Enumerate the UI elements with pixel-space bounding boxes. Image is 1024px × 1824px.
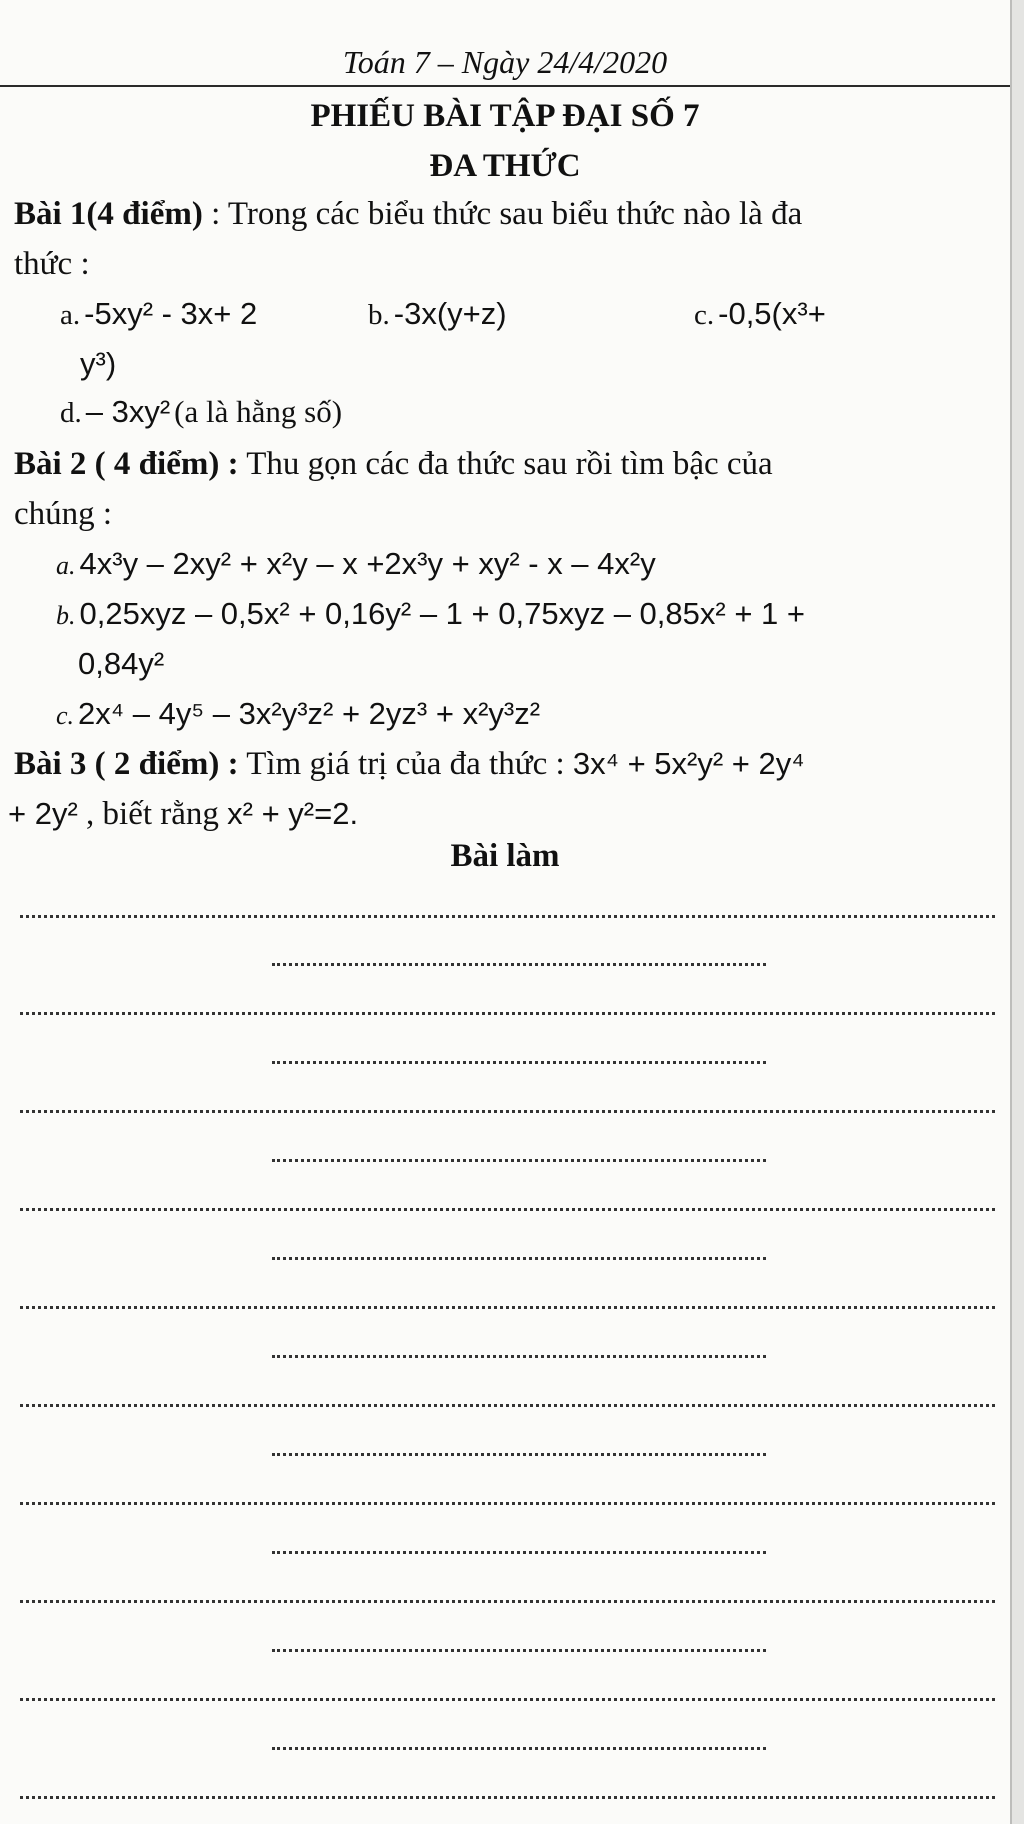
bai1-heading: Bài 1(4 điểm) xyxy=(14,196,203,232)
answer-line[interactable] xyxy=(272,1257,766,1260)
answer-line[interactable] xyxy=(20,1502,995,1505)
answer-line[interactable] xyxy=(20,1208,995,1211)
bai2-a-expr: 4x³y – 2xy² + x²y – x +2x³y + xy² - x – 4x²y xyxy=(79,546,656,581)
bai2-text: Thu gọn các đa thức sau rồi tìm bậc của xyxy=(238,446,773,482)
answer-line[interactable] xyxy=(20,1404,995,1407)
bai1-option-d xyxy=(60,394,342,430)
page-edge xyxy=(1010,0,1024,1824)
bai2-option-b xyxy=(56,596,805,632)
bai1-b-expr: -3x(y+z) xyxy=(393,296,507,331)
answer-line[interactable] xyxy=(20,1012,995,1015)
bai1-text-cont: thức : xyxy=(14,246,90,282)
answer-line[interactable] xyxy=(272,1551,766,1554)
worksheet-title: PHIẾU BÀI TẬP ĐẠI SỐ 7 xyxy=(310,98,700,134)
bai1-c-expr: -0,5(x³+ xyxy=(718,296,826,331)
bai1-a-label: a. xyxy=(60,299,81,331)
header-divider xyxy=(0,85,1010,87)
bai1-option-a xyxy=(60,296,257,332)
bai2-b-label: b. xyxy=(56,601,76,630)
answer-line[interactable] xyxy=(20,1698,995,1701)
answer-line[interactable] xyxy=(272,1159,766,1162)
bai2-c-expr: 2x⁴ – 4y⁵ – 3x²y³z² + 2yz³ + x²y³z² xyxy=(78,696,541,731)
bai3-expr: 3x⁴ + 5x²y² + 2y⁴ xyxy=(572,746,805,781)
bai3-text: Tìm giá trị của đa thức : xyxy=(238,746,573,782)
bai1-c-expr-cont: y³) xyxy=(80,346,117,381)
bai2-option-a xyxy=(56,546,656,582)
bai3-cont-text: , biết rằng xyxy=(77,796,228,832)
bai1-b-label: b. xyxy=(368,299,390,331)
bai1-question xyxy=(14,196,802,233)
bai3-cont-expr: + 2y² xyxy=(8,796,78,831)
worksheet-subtitle: ĐA THỨC xyxy=(429,148,581,184)
bai1-a-expr: -5xy² - 3x+ 2 xyxy=(84,296,258,331)
bai1-c-label: c. xyxy=(694,299,715,331)
page-header: Toán 7 – Ngày 24/4/2020 xyxy=(342,44,668,80)
bai2-b-expr-cont: 0,84y² xyxy=(78,646,165,681)
bai3-question xyxy=(14,746,805,783)
answer-line[interactable] xyxy=(20,1600,995,1603)
bai1-d-note: (a là hằng số) xyxy=(174,394,343,429)
answer-line[interactable] xyxy=(272,963,766,966)
bai2-a-label: a. xyxy=(56,551,76,580)
bai2-question xyxy=(14,446,773,483)
answer-line[interactable] xyxy=(272,1355,766,1358)
bai1-d-expr: – 3xy² xyxy=(85,394,171,429)
answer-heading: Bài làm xyxy=(450,838,560,874)
bai3-heading: Bài 3 ( 2 điểm) : xyxy=(14,746,239,782)
answer-line[interactable] xyxy=(272,1061,766,1064)
bai1-text: : Trong các biểu thức sau biểu thức nào là đa xyxy=(202,196,803,232)
bai2-b-expr: 0,25xyz – 0,5x² + 0,16y² – 1 + 0,75xyz – 0,85x² + 1 + xyxy=(79,596,805,631)
bai2-text-cont: chúng : xyxy=(14,496,113,532)
bai1-option-c xyxy=(694,296,826,332)
bai2-option-c xyxy=(56,696,540,732)
bai3-question-cont xyxy=(8,796,358,833)
bai3-condition: x² + y²=2. xyxy=(227,796,359,831)
answer-line[interactable] xyxy=(272,1747,766,1750)
bai2-heading: Bài 2 ( 4 điểm) : xyxy=(14,446,239,482)
answer-line[interactable] xyxy=(272,1453,766,1456)
answer-line[interactable] xyxy=(20,1306,995,1309)
answer-line[interactable] xyxy=(272,1649,766,1652)
bai1-option-b xyxy=(368,296,507,332)
answer-line[interactable] xyxy=(20,1796,995,1799)
bai1-d-label: d. xyxy=(60,397,82,429)
bai2-c-label: c. xyxy=(56,701,75,730)
answer-line[interactable] xyxy=(20,1110,995,1113)
answer-line[interactable] xyxy=(20,915,995,918)
